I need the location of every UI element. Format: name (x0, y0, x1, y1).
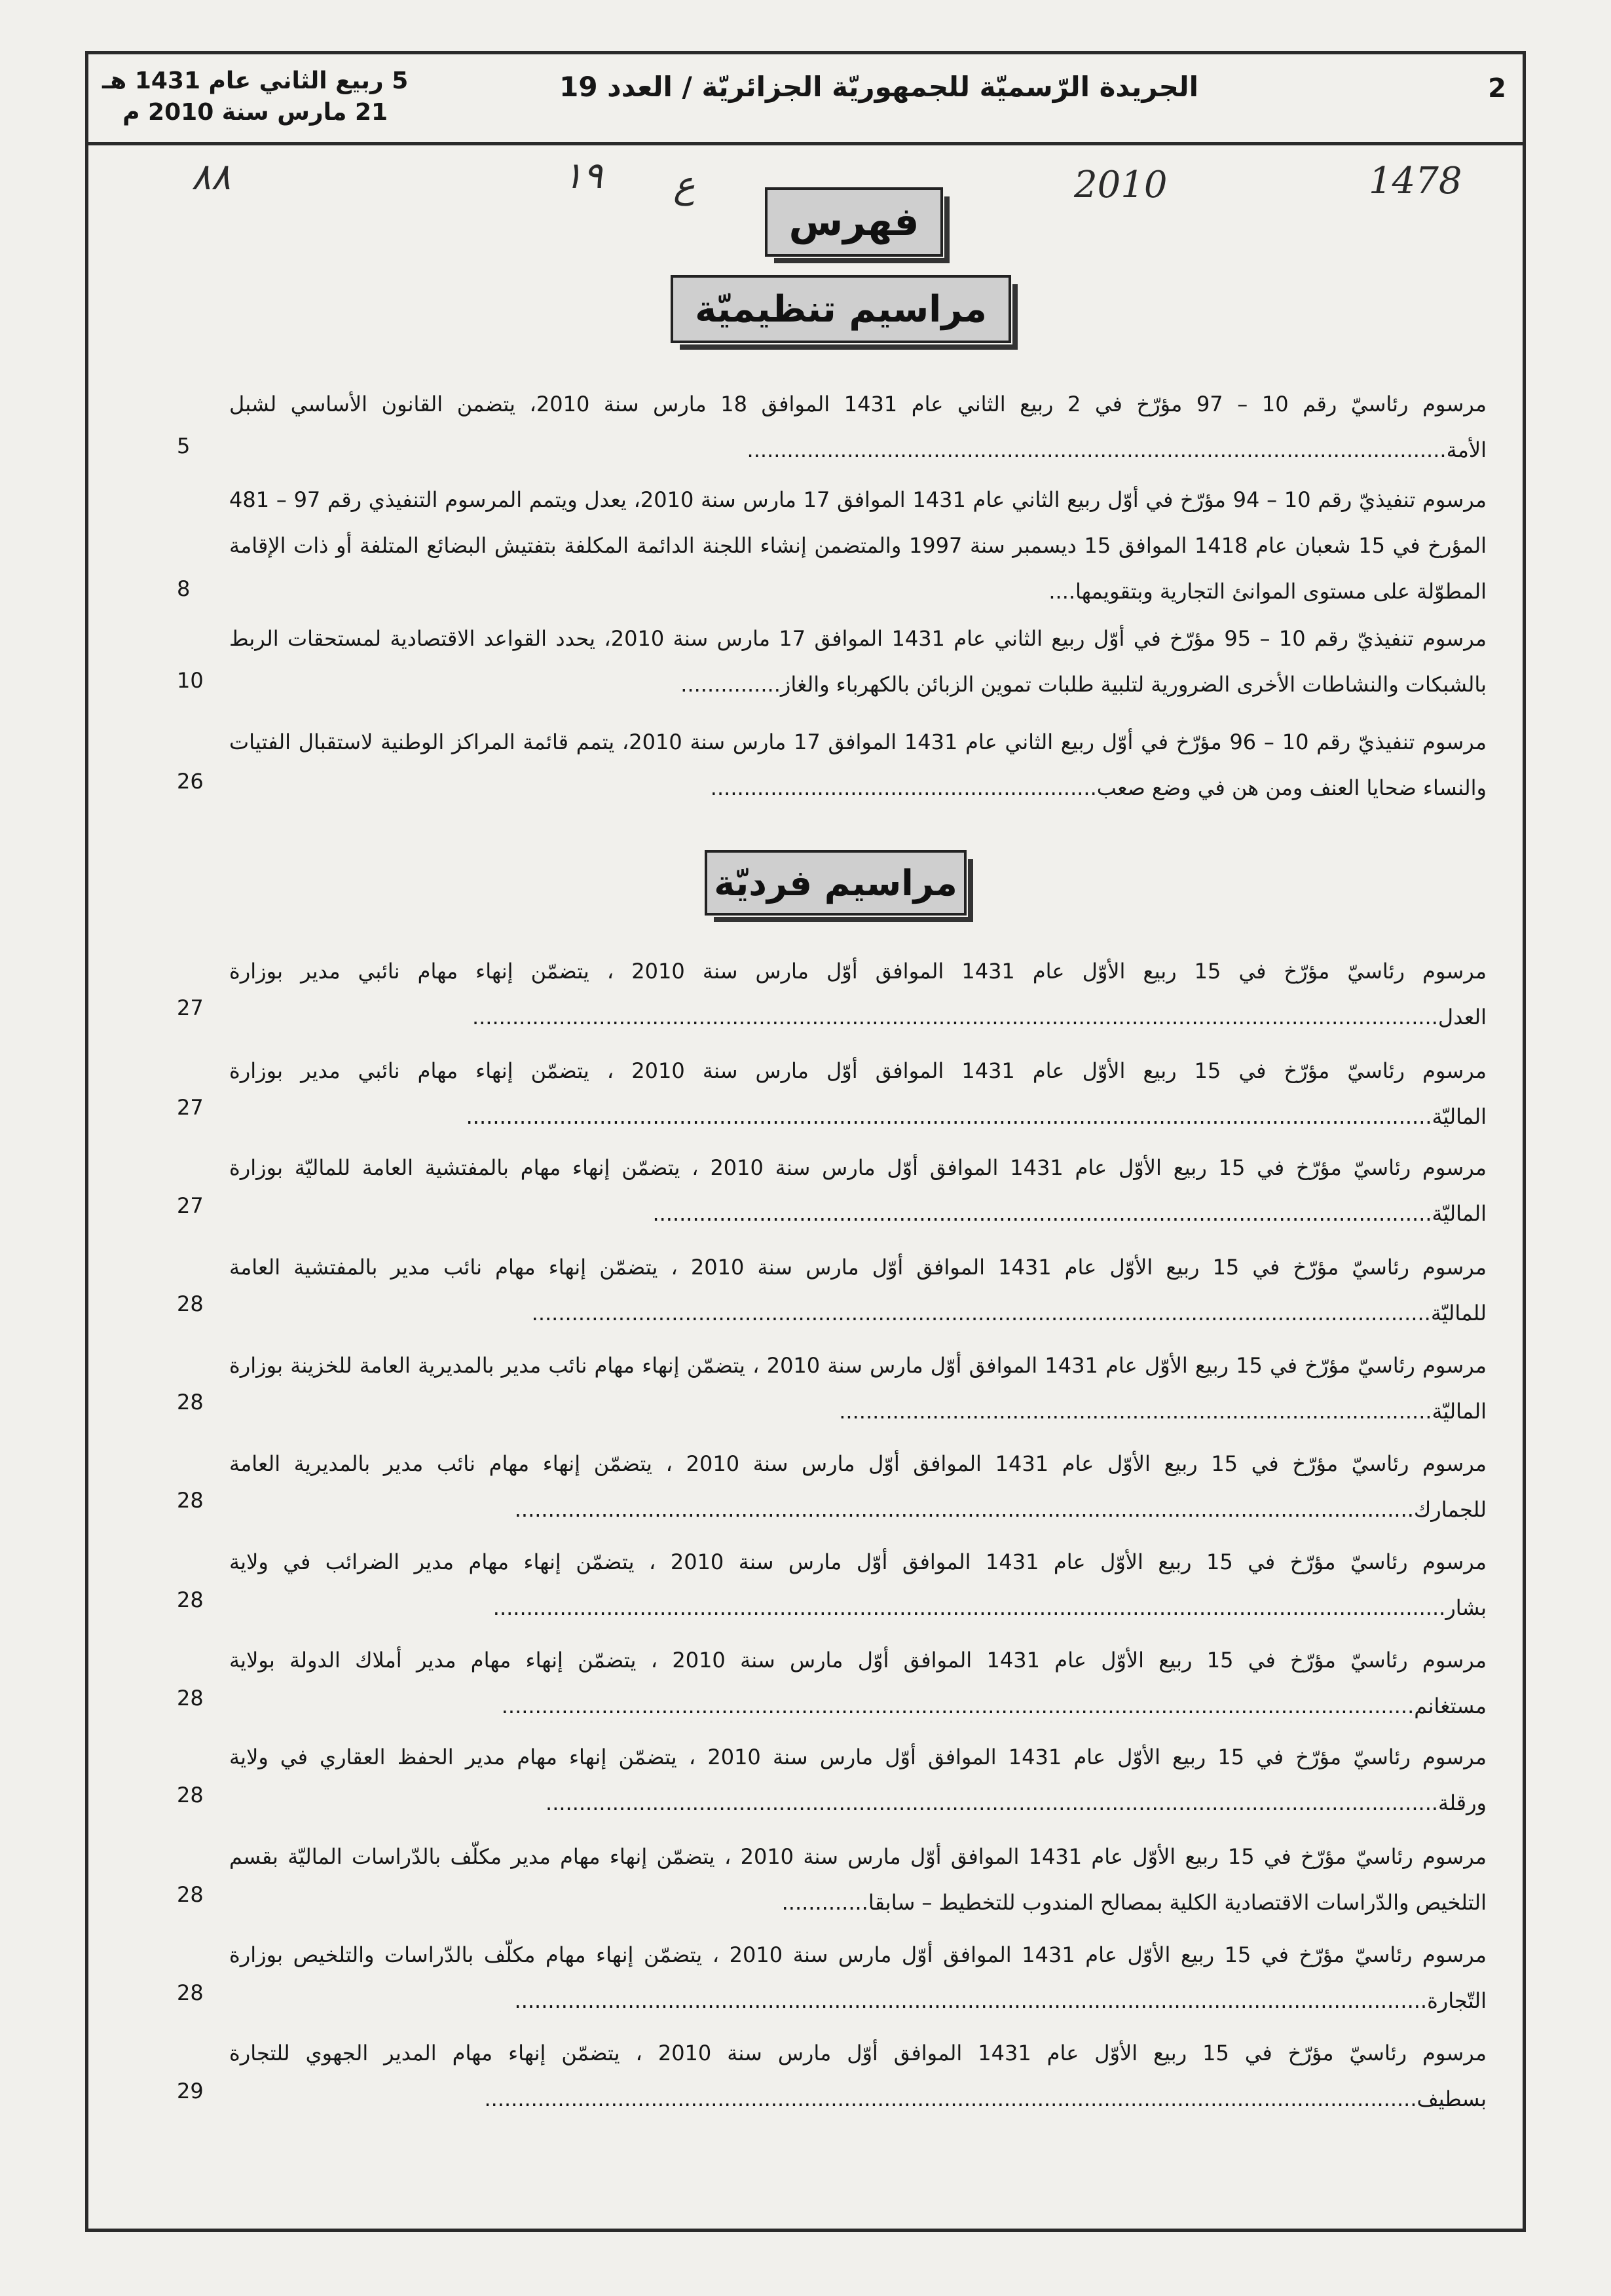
toc-entry[interactable] (177, 1834, 1487, 1925)
toc-entry[interactable] (177, 1932, 1487, 2024)
entry-page: 28 (177, 1882, 204, 1907)
toc-entry[interactable] (177, 1637, 1487, 1729)
entry-page: 29 (177, 2079, 204, 2103)
entry-text: مرسوم رئاسيّ مؤرّخ في 15 ربيع الأوّل عام 1431 الموافق أوّل مارس سنة 2010 ، يتضمّن إنهاء مهام مدير الضرائب في ولاية بشار............................................................................................................................................... (229, 1549, 1487, 1620)
entry-text: مرسوم تنفيذيّ رقم 10 – 96 مؤرّخ في أوّل ربيع الثاني عام 1431 الموافق 17 مارس سنة 2010، يتمم قائمة المراكز الوطنية لاستقبال الفتيات والنساء ضحايا العنف ومن هن في وضع صعب.......................................................... (229, 730, 1487, 800)
page-number: 2 (1488, 73, 1506, 103)
entry-page: 28 (177, 1587, 204, 1612)
entry-page: 28 (177, 1686, 204, 1711)
entry-text: مرسوم رئاسيّ مؤرّخ في 15 ربيع الأوّل عام 1431 الموافق أوّل مارس سنة 2010 ، يتضمّن إنهاء مهام نائبي مدير بوزارة الماليّة................................................................................................................................................. (229, 1058, 1487, 1129)
entry-page: 5 (177, 434, 191, 458)
handwritten-mark-letter: ع (673, 164, 695, 206)
entry-text: مرسوم رئاسيّ رقم 10 – 97 مؤرّخ في 2 ربيع الثاني عام 1431 الموافق 18 مارس سنة 2010، يتضمن القانون الأساسي لشبل الأمة......................................................................................................... (229, 392, 1487, 462)
entry-page: 10 (177, 668, 204, 693)
toc-entry[interactable] (177, 1048, 1487, 1139)
toc-entry[interactable] (177, 1539, 1487, 1631)
entry-page: 27 (177, 1095, 204, 1120)
handwritten-mark-year: 2010 (1074, 164, 1168, 206)
toc-entry[interactable] (177, 1145, 1487, 1236)
entry-page: 8 (177, 576, 191, 601)
gregorian-date: 21 مارس سنة 2010 م (122, 99, 388, 126)
toc-entry[interactable] (177, 719, 1487, 811)
handwritten-mark-left: ٨٨ (191, 156, 231, 198)
hijri-date: 5 ربيع الثاني عام 1431 هـ (102, 67, 409, 94)
section-heading-regulatory: مراسيم تنظيميّة (671, 275, 1011, 343)
entry-page: 28 (177, 1783, 204, 1807)
entry-text: مرسوم تنفيذيّ رقم 10 – 95 مؤرّخ في أوّل ربيع الثاني عام 1431 الموافق 17 مارس سنة 2010، يحدد القواعد الاقتصادية لمستحقات الربط بالشبكات والنشاطات الأخرى الضرورية لتلبية طلبات تموين الزبائن بالكهرباء والغاز............... (229, 626, 1487, 697)
entry-page: 27 (177, 995, 204, 1020)
entry-page: 28 (177, 1488, 204, 1513)
toc-entry[interactable] (177, 1342, 1487, 1434)
toc-entry[interactable] (177, 1441, 1487, 1532)
entry-text: مرسوم تنفيذيّ رقم 10 – 94 مؤرّخ في أوّل ربيع الثاني عام 1431 الموافق 17 مارس سنة 2010، يعدل ويتمم المرسوم التنفيذي رقم 97 – 481 المؤرخ في 15 شعبان عام 1418 الموافق 15 ديسمبر سنة 1997 والمتضمن إنشاء اللجنة الدائمة المكلفة بتفتيش البضائع المتلفة أو ذات الإقامة المطوّلة على مستوى الموانئ التجارية وبتقويمها.... (229, 487, 1487, 604)
entry-text: مرسوم رئاسيّ مؤرّخ في 15 ربيع الأوّل عام 1431 الموافق أوّل مارس سنة 2010 ، يتضمّن إنهاء مهام نائب مدير بالمديرية العامة للجمارك....................................................................................................................................... (229, 1451, 1487, 1522)
toc-entry[interactable] (177, 381, 1487, 473)
entry-text: مرسوم رئاسيّ مؤرّخ في 15 ربيع الأوّل عام 1431 الموافق أوّل مارس سنة 2010 ، يتضمّن إنهاء مهام مدير مكلّف بالدّراسات الماليّة بقسم التلخيص والدّراسات الاقتصادية الكلية بمصالح المندوب للتخطيط – سابقا............. (229, 1844, 1487, 1915)
section-heading-individual: مراسيم فرديّة (705, 850, 967, 916)
toc-title: فهرس (765, 187, 943, 257)
toc-entry[interactable] (177, 2030, 1487, 2122)
page-header (85, 51, 1526, 145)
entry-page: 26 (177, 769, 204, 794)
toc-entry[interactable] (177, 1734, 1487, 1826)
entry-page: 28 (177, 1980, 204, 2005)
issue-dates (102, 65, 408, 128)
entry-text: مرسوم رئاسيّ مؤرّخ في 15 ربيع الأوّل عام 1431 الموافق أوّل مارس سنة 2010 ، يتضمّن إنهاء مهام بالمفتشية العامة للماليّة بوزارة الماليّة..................................................................................................................... (229, 1155, 1487, 1226)
entry-page: 28 (177, 1390, 204, 1415)
toc-entry[interactable] (177, 948, 1487, 1040)
entry-text: مرسوم رئاسيّ مؤرّخ في 15 ربيع الأوّل عام 1431 الموافق أوّل مارس سنة 2010 ، يتضمّن إنهاء مهام نائبي مدير بوزارة العدل................................................................................................................................................. (229, 959, 1487, 1029)
journal-title: الجريدة الرّسميّة للجمهوريّة الجزائريّة / العدد 19 (559, 71, 1198, 103)
entry-page: 27 (177, 1193, 204, 1218)
entry-text: مرسوم رئاسيّ مؤرّخ في 15 ربيع الأوّل عام 1431 الموافق أوّل مارس سنة 2010 ، يتضمّن إنهاء مهام مدير الحفظ العقاري في ولاية ورقلة...................................................................................................................................... (229, 1745, 1487, 1815)
toc-entry[interactable] (177, 1244, 1487, 1336)
entry-text: مرسوم رئاسيّ مؤرّخ في 15 ربيع الأوّل عام 1431 الموافق أوّل مارس سنة 2010 ، يتضمّن إنهاء مهام نائب مدير بالمفتشية العامة للماليّة....................................................................................................................................... (229, 1255, 1487, 1325)
toc-entry[interactable] (177, 616, 1487, 707)
handwritten-mark-number: ١٩ (563, 155, 603, 197)
entry-text: مرسوم رئاسيّ مؤرّخ في 15 ربيع الأوّل عام 1431 الموافق أوّل مارس سنة 2010 ، يتضمّن إنهاء مهام مكلّف بالدّراسات والتلخيص بوزارة التّجارة......................................................................................................................................... (229, 1942, 1487, 2013)
entry-page: 28 (177, 1291, 204, 1316)
handwritten-mark-right: 1478 (1369, 160, 1462, 202)
entry-text: مرسوم رئاسيّ مؤرّخ في 15 ربيع الأوّل عام 1431 الموافق أوّل مارس سنة 2010 ، يتضمّن إنهاء مهام مدير أملاك الدولة بولاية مستغانم......................................................................................................................................... (229, 1648, 1487, 1718)
entry-text: مرسوم رئاسيّ مؤرّخ في 15 ربيع الأوّل عام 1431 الموافق أوّل مارس سنة 2010 ، يتضمّن إنهاء مهام المدير الجهوي للتجارة بسطيف............................................................................................................................................ (229, 2041, 1487, 2111)
entry-text: مرسوم رئاسيّ مؤرّخ في 15 ربيع الأوّل عام 1431 الموافق أوّل مارس سنة 2010 ، يتضمّن إنهاء مهام نائب مدير بالمديرية العامة للخزينة بوزارة الماليّة......................................................................................... (229, 1353, 1487, 1424)
toc-entry[interactable] (177, 477, 1487, 614)
